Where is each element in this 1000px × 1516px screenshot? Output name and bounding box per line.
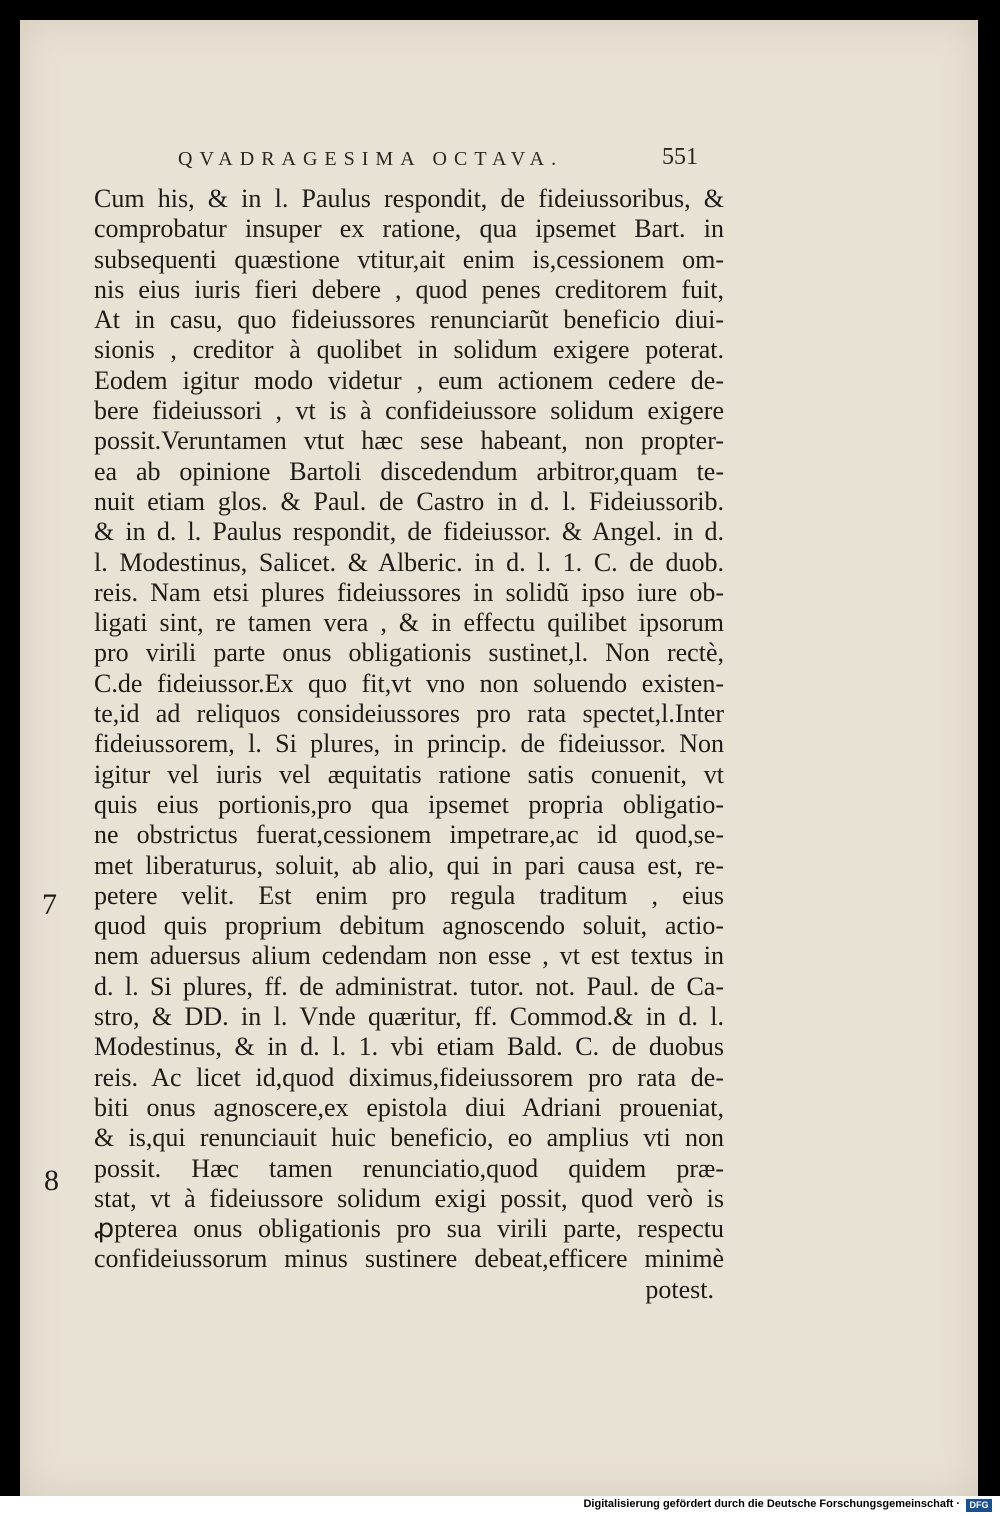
funding-credit: Digitalisierung gefördert durch die Deutsche Forschungsgemeinschaft · xyxy=(583,1498,960,1510)
text-line: fideiussorem, l. Si plures, in princip. de fideiussor. Non xyxy=(94,729,724,759)
text-line: Eodem igitur modo videtur , eum actionem cedere de- xyxy=(94,365,724,395)
body-text xyxy=(94,184,724,1305)
footer-bar xyxy=(0,1496,1000,1516)
text-line-catchword: potest. xyxy=(645,1274,714,1304)
text-line: pro virili parte onus obligationis sustinet,l. Non rectè, xyxy=(94,638,724,668)
text-line: d. l. Si plures, ff. de administrat. tutor. not. Paul. de Ca- xyxy=(94,971,724,1001)
text-line: te,id ad reliquos consideiussores pro rata spectet,l.Inter xyxy=(94,699,724,729)
text-line: At in casu, quo fideiussores renunciarũt beneficio diui- xyxy=(94,305,724,335)
text-line: nem aduersus alium cedendam non esse , vt est textus in xyxy=(94,941,724,971)
text-line: ꝓpterea onus obligationis pro sua virili parte, respectu xyxy=(94,1214,724,1244)
text-line: possit. Hæc tamen renunciatio,quod quidem præ- xyxy=(94,1153,724,1183)
text-line: nis eius iuris fieri debere , quod penes creditorem fuit, xyxy=(94,274,724,304)
text-line: stro, & DD. in l. Vnde quæritur, ff. Commod.& in d. l. xyxy=(94,1002,724,1032)
text-line: ligati sint, re tamen vera , & in effectu quilibet ipsorum xyxy=(94,608,724,638)
text-line: igitur vel iuris vel æquitatis ratione satis conuenit, vt xyxy=(94,759,724,789)
text-line: comprobatur insuper ex ratione, qua ipsemet Bart. in xyxy=(94,214,724,244)
text-line: Cum his, & in l. Paulus respondit, de fideiussoribus, & xyxy=(94,184,724,213)
text-line: & in d. l. Paulus respondit, de fideiussor. & Angel. in d. xyxy=(94,517,724,547)
page-number: 551 xyxy=(662,144,698,170)
running-head: QVADRAGESIMA OCTAVA. xyxy=(178,148,564,170)
margin-note-number: 8 xyxy=(44,1164,59,1197)
text-line: petere velit. Est enim pro regula traditum , eius xyxy=(94,880,724,910)
text-line: C.de fideiussor.Ex quo fit,vt vno non soluendo existen- xyxy=(94,668,724,698)
text-line: ne obstrictus fuerat,cessionem impetrare,ac id quod,se- xyxy=(94,820,724,850)
text-line: subsequenti quæstione vtitur,ait enim is,cessionem om- xyxy=(94,244,724,274)
text-line: bere fideiussori , vt is à confideiussore solidum exigere xyxy=(94,396,724,426)
text-line: quis eius portionis,pro qua ipsemet propria obligatio- xyxy=(94,789,724,819)
text-line: reis. Ac licet id,quod diximus,fideiussorem pro rata de- xyxy=(94,1062,724,1092)
text-line: l. Modestinus, Salicet. & Alberic. in d. l. 1. C. de duob. xyxy=(94,547,724,577)
text-line: & is,qui renunciauit huic beneficio, eo amplius vti non xyxy=(94,1123,724,1153)
text-line: biti onus agnoscere,ex epistola diui Adriani proueniat, xyxy=(94,1092,724,1122)
text-line: reis. Nam etsi plures fideiussores in solidũ ipso iure ob- xyxy=(94,577,724,607)
text-line: confideiussorum minus sustinere debeat,efficere minimè xyxy=(94,1244,724,1274)
text-line: nuit etiam glos. & Paul. de Castro in d. l. Fideiussorib. xyxy=(94,486,724,516)
text-line: Modestinus, & in d. l. 1. vbi etiam Bald. C. de duobus xyxy=(94,1032,724,1062)
margin-note-number: 7 xyxy=(42,888,57,921)
text-line: quod quis proprium debitum agnoscendo soluit, actio- xyxy=(94,911,724,941)
text-line: stat, vt à fideiussore solidum exigi possit, quod verò is xyxy=(94,1183,724,1213)
text-line: possit.Veruntamen vtut hæc sese habeant, non propter- xyxy=(94,426,724,456)
text-line: sionis , creditor à quolibet in solidum exigere poterat. xyxy=(94,335,724,365)
dfg-logo-icon: DFG xyxy=(966,1499,992,1512)
text-line: ea ab opinione Bartoli discedendum arbitror,quam te- xyxy=(94,456,724,486)
text-line: met liberaturus, soluit, ab alio, qui in pari causa est, re- xyxy=(94,850,724,880)
book-page xyxy=(20,20,978,1496)
